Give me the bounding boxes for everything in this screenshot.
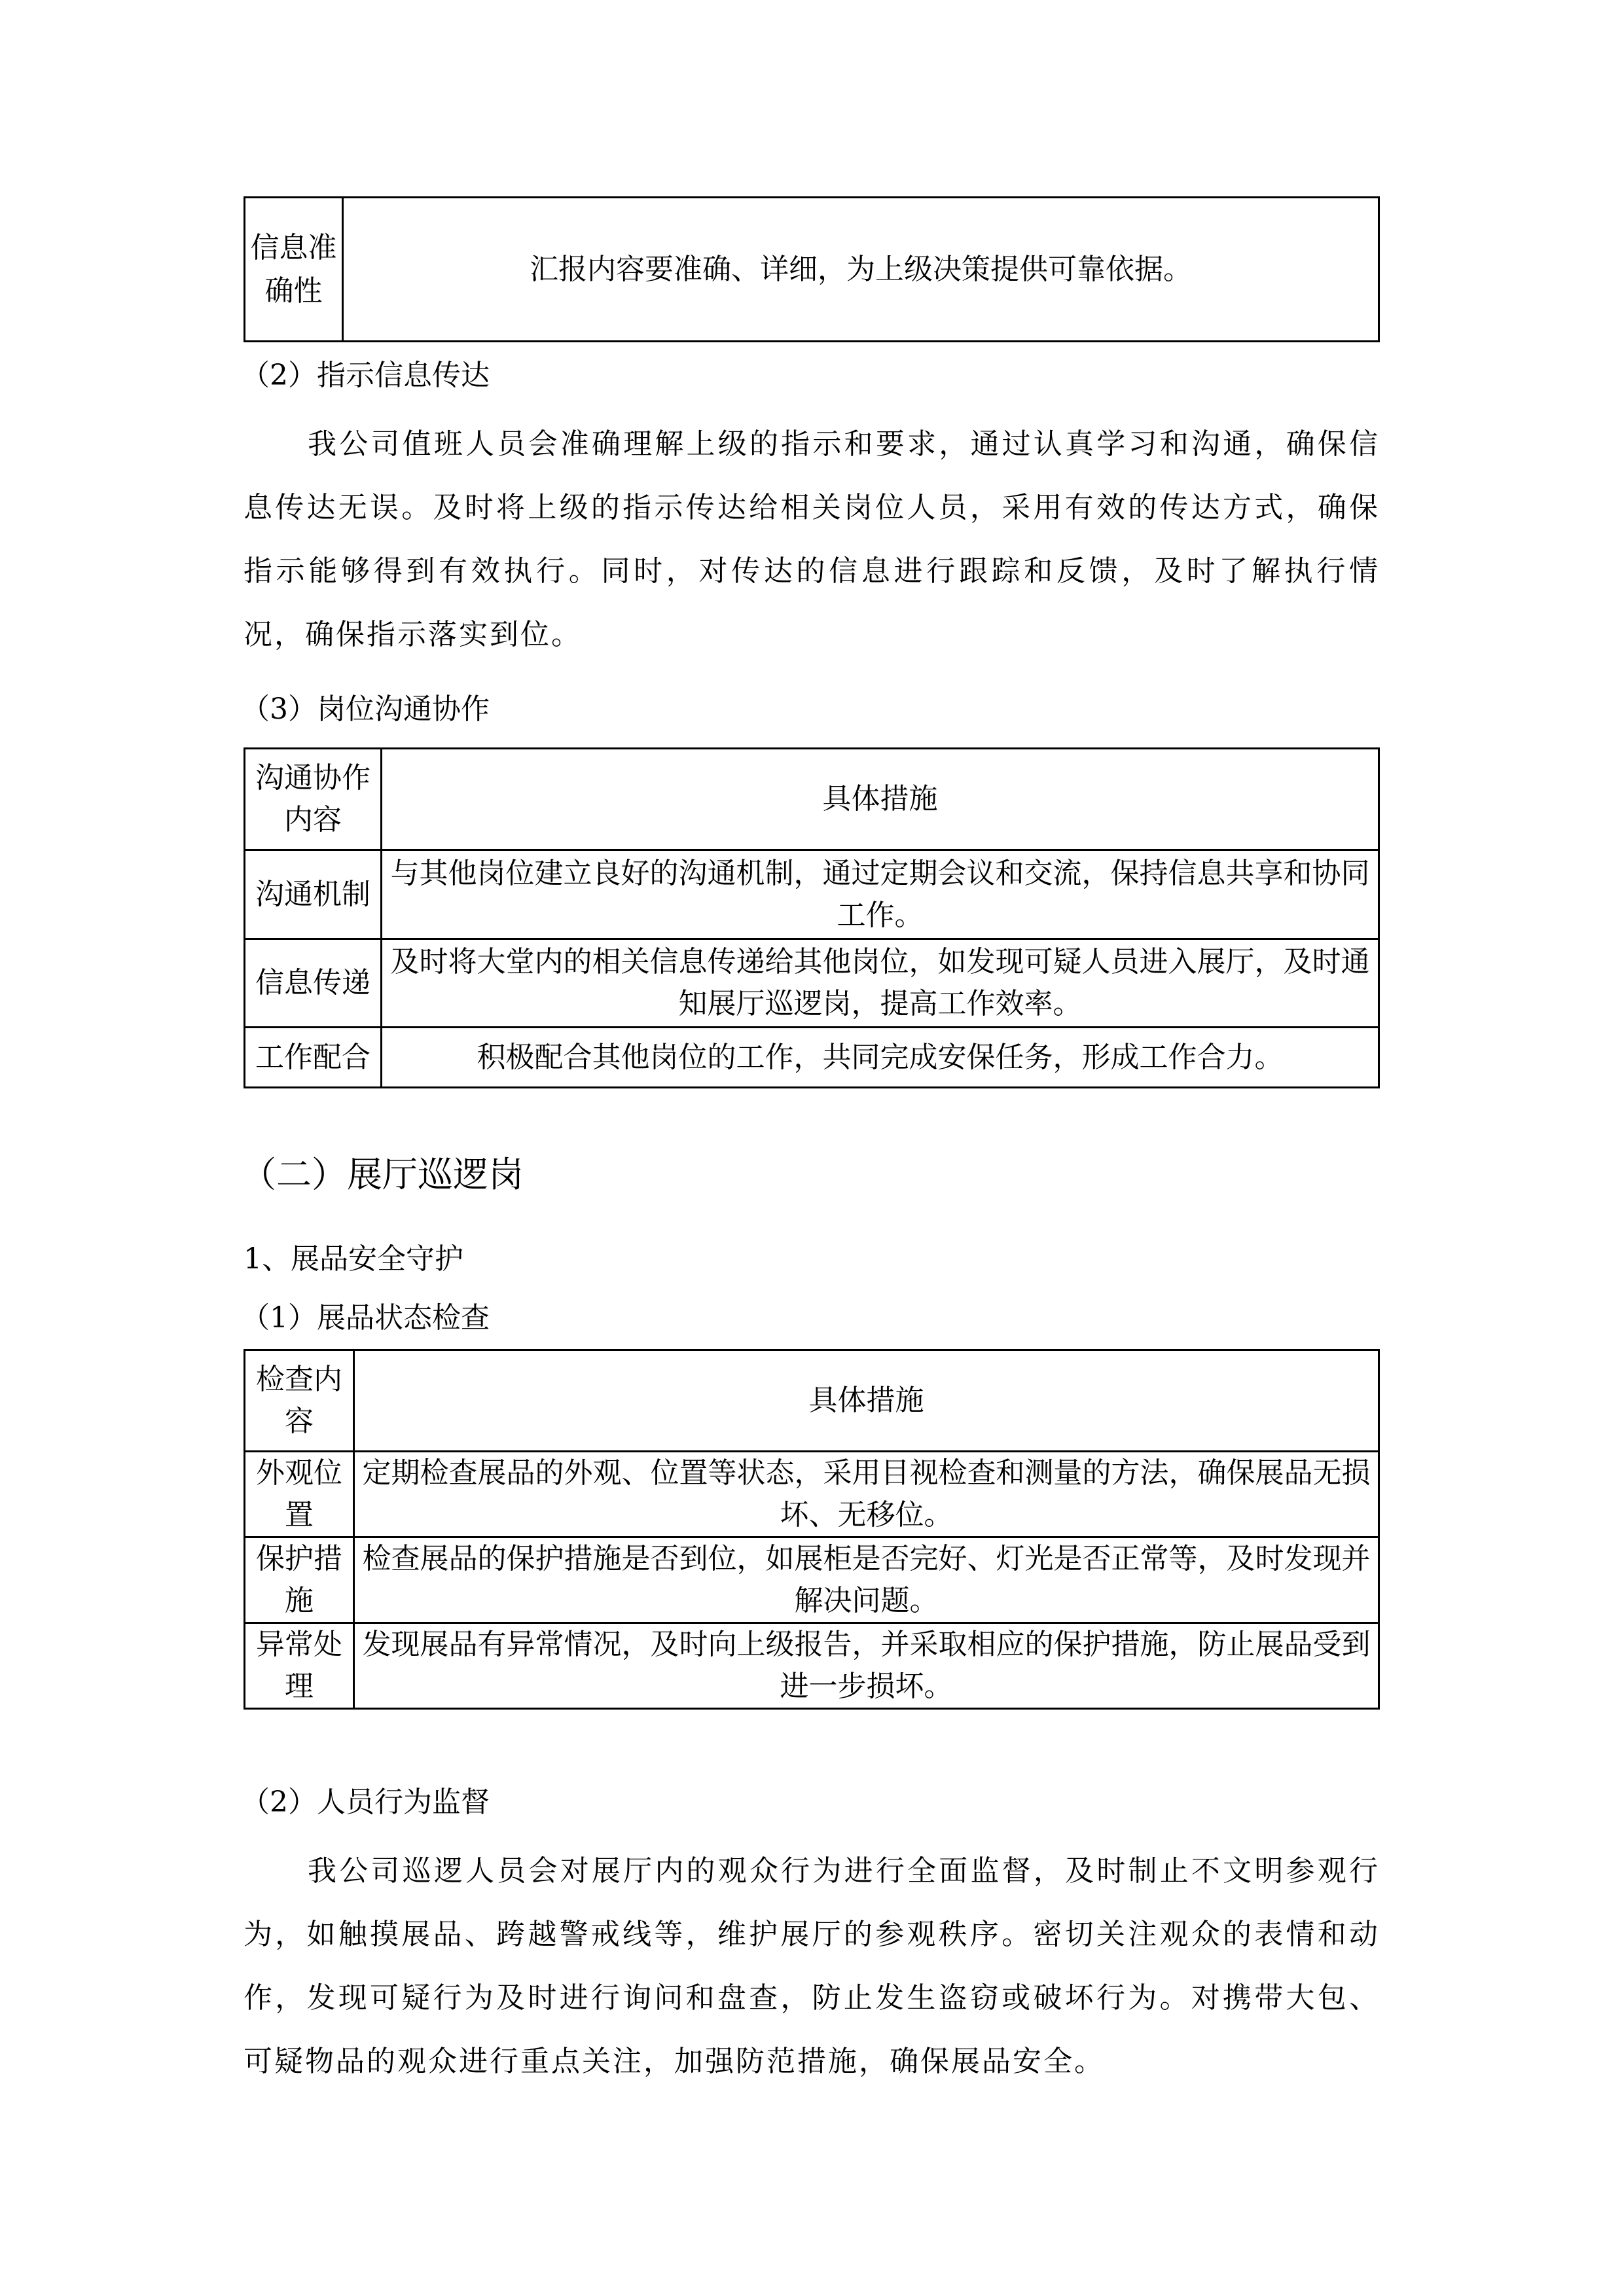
- coordination-heading: （3）岗位沟通协作: [241, 692, 490, 726]
- coordination-table: [244, 747, 1380, 1088]
- row-content: 发现展品有异常情况，及时向上级报告，并采取相应的保护措施，防止展品受到进一步损坏。: [354, 1623, 1379, 1709]
- instruction-heading: （2）指示信息传达: [241, 359, 490, 392]
- row-label: 信息准确性: [245, 198, 343, 342]
- table-header-row: [245, 749, 1379, 850]
- row-label: 异常处理: [245, 1623, 354, 1709]
- table-header-row: [245, 1350, 1379, 1452]
- row-content: 汇报内容要准确、详细，为上级决策提供可靠依据。: [343, 198, 1379, 342]
- row-content: 与其他岗位建立良好的沟通机制，通过定期会议和交流，保持信息共享和协同工作。: [382, 850, 1379, 939]
- row-label: 保护措施: [245, 1537, 354, 1623]
- behavior-supervision-paragraph: 我公司巡逻人员会对展厅内的观众行为进行全面监督，及时制止不文明参观行为，如触摸展品、跨越警戒线等，维护展厅的参观秩序。密切关注观众的表情和动作，发现可疑行为及时进行询问和盘查，防止发生盗窃或破坏行为。对携带大包、可疑物品的观众进行重点关注，加强防范措施，确保展品安全。: [244, 1854, 1380, 2078]
- row-content: 及时将大堂内的相关信息传递给其他岗位，如发现可疑人员进入展厅，及时通知展厅巡逻岗，提高工作效率。: [382, 939, 1379, 1028]
- row-content: 检查展品的保护措施是否到位，如展柜是否完好、灯光是否正常等，及时发现并解决问题。: [354, 1537, 1379, 1623]
- row-content: 积极配合其他岗位的工作，共同完成安保任务，形成工作合力。: [382, 1028, 1379, 1088]
- status-check-heading: （1）展品状态检查: [241, 1301, 490, 1335]
- header-cell: 具体措施: [382, 749, 1379, 850]
- behavior-supervision-heading: （2）人员行为监督: [241, 1785, 490, 1819]
- table-row: [245, 850, 1379, 939]
- table-row: [245, 1537, 1379, 1623]
- header-cell: 检查内容: [245, 1350, 354, 1452]
- info-accuracy-table: [244, 196, 1380, 342]
- row-content: 定期检查展品的外观、位置等状态，采用目视检查和测量的方法，确保展品无损坏、无移位。: [354, 1452, 1379, 1537]
- table-row: [245, 1028, 1379, 1088]
- row-label: 外观位置: [245, 1452, 354, 1537]
- table-row: [245, 939, 1379, 1028]
- status-check-table: [244, 1349, 1380, 1710]
- table-row: [245, 198, 1379, 342]
- exhibit-safety-subsection: 1、展品安全守护: [244, 1242, 463, 1276]
- header-cell: 沟通协作内容: [245, 749, 382, 850]
- table-row: [245, 1452, 1379, 1537]
- instruction-paragraph: 我公司值班人员会准确理解上级的指示和要求，通过认真学习和沟通，确保信息传达无误。及时将上级的指示传达给相关岗位人员，采用有效的传达方式，确保指示能够得到有效执行。同时，对传达的信息进行跟踪和反馈，及时了解执行情况，确保指示落实到位。: [244, 427, 1380, 651]
- table-row: [245, 1623, 1379, 1709]
- row-label: 沟通机制: [245, 850, 382, 939]
- header-cell: 具体措施: [354, 1350, 1379, 1452]
- patrol-section-title: （二）展厅巡逻岗: [241, 1154, 524, 1195]
- row-label: 工作配合: [245, 1028, 382, 1088]
- row-label: 信息传递: [245, 939, 382, 1028]
